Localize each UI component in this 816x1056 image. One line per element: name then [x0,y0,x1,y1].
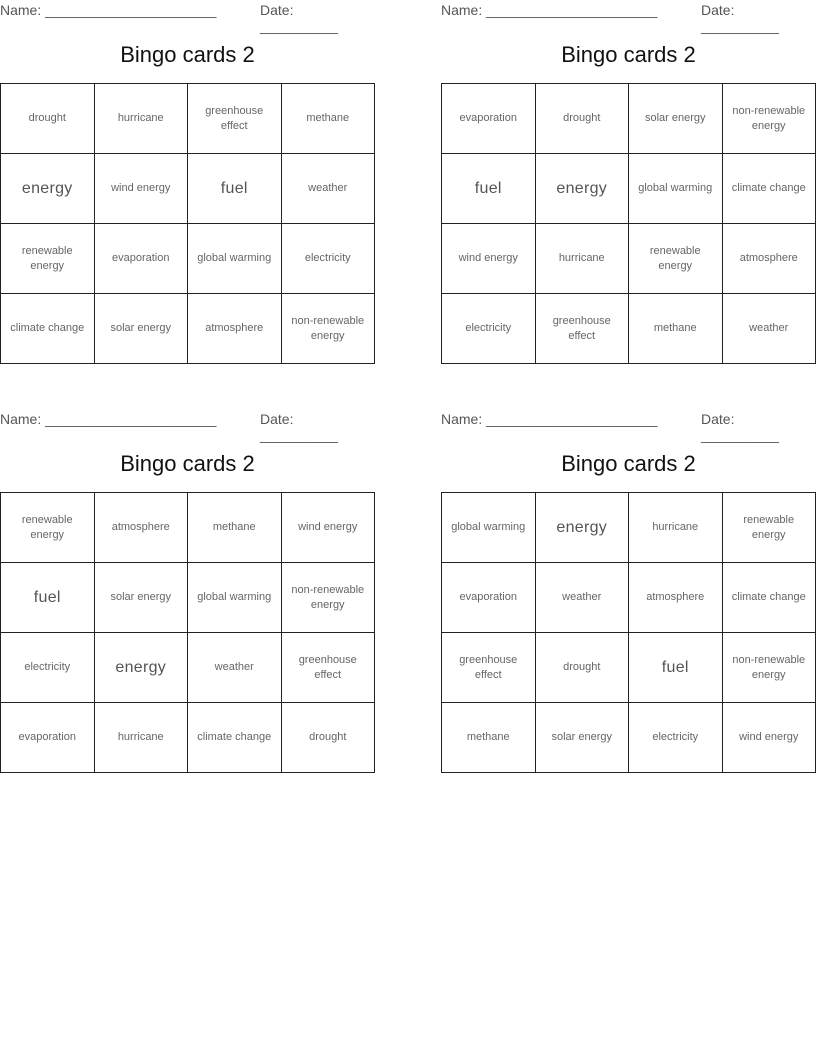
date-label: Date: __________ [701,2,779,34]
bingo-cell: methane [282,84,376,154]
card-title: Bingo cards 2 [561,451,696,476]
bingo-cell: energy [536,154,630,224]
card-title: Bingo cards 2 [120,451,255,476]
bingo-cell: fuel [442,154,536,224]
bingo-cell: hurricane [536,224,630,294]
bingo-cell: weather [723,294,816,364]
bingo-grid [0,83,375,364]
bingo-cell: non-renewable energy [282,563,376,633]
bingo-cell: energy [1,154,95,224]
bingo-cell: electricity [282,224,376,294]
bingo-cell: electricity [629,703,723,773]
name-label: Name: ______________________ [0,2,217,18]
bingo-cell: renewable energy [723,493,816,563]
bingo-cell: methane [442,703,536,773]
bingo-cell: solar energy [95,563,189,633]
bingo-cell: hurricane [95,84,189,154]
bingo-grid [441,83,816,364]
bingo-cell: evaporation [1,703,95,773]
name-label: Name: ______________________ [0,411,217,427]
bingo-cell: electricity [442,294,536,364]
bingo-cell: fuel [188,154,282,224]
bingo-cell: atmosphere [95,493,189,563]
bingo-grid [0,492,375,773]
bingo-cell: solar energy [536,703,630,773]
name-date-row [0,0,375,34]
bingo-cell: wind energy [723,703,816,773]
bingo-cell: evaporation [442,84,536,154]
date-label: Date: __________ [260,411,338,443]
bingo-cell: electricity [1,633,95,703]
bingo-card-1 [0,0,375,342]
bingo-cell: greenhouse effect [442,633,536,703]
bingo-card-4 [441,409,816,743]
bingo-cell: climate change [188,703,282,773]
bingo-cell: drought [282,703,376,773]
bingo-cell: non-renewable energy [723,84,816,154]
bingo-cell: fuel [1,563,95,633]
bingo-cell: solar energy [95,294,189,364]
bingo-cell: wind energy [95,154,189,224]
bingo-cell: global warming [188,224,282,294]
bingo-cell: non-renewable energy [723,633,816,703]
bingo-cell: greenhouse effect [536,294,630,364]
bingo-cell: solar energy [629,84,723,154]
bingo-cell: renewable energy [1,224,95,294]
bingo-cell: global warming [442,493,536,563]
bingo-card-3 [0,409,375,743]
bingo-cell: greenhouse effect [188,84,282,154]
bingo-cell: wind energy [282,493,376,563]
bingo-cell: energy [95,633,189,703]
bingo-cell: non-renewable energy [282,294,376,364]
bingo-cell: atmosphere [188,294,282,364]
bingo-cell: evaporation [95,224,189,294]
bingo-cell: drought [536,84,630,154]
bingo-cell: hurricane [629,493,723,563]
name-date-row [441,0,816,34]
bingo-cell: hurricane [95,703,189,773]
bingo-cell: methane [629,294,723,364]
name-date-row [0,409,375,443]
bingo-cell: drought [536,633,630,703]
bingo-cell: weather [536,563,630,633]
card-title: Bingo cards 2 [561,42,696,67]
date-label: Date: __________ [701,411,779,443]
bingo-cell: renewable energy [1,493,95,563]
bingo-card-2 [441,0,816,342]
bingo-cell: weather [282,154,376,224]
bingo-cell: renewable energy [629,224,723,294]
name-label: Name: ______________________ [441,2,658,18]
bingo-grid [441,492,816,773]
bingo-cell: energy [536,493,630,563]
bingo-cell: wind energy [442,224,536,294]
bingo-cell: greenhouse effect [282,633,376,703]
name-date-row [441,409,816,443]
bingo-cell: climate change [1,294,95,364]
name-label: Name: ______________________ [441,411,658,427]
bingo-cell: atmosphere [723,224,816,294]
bingo-cell: fuel [629,633,723,703]
bingo-cell: climate change [723,563,816,633]
bingo-cell: weather [188,633,282,703]
bingo-cell: climate change [723,154,816,224]
card-title: Bingo cards 2 [120,42,255,67]
bingo-cell: global warming [629,154,723,224]
bingo-cell: global warming [188,563,282,633]
bingo-cell: atmosphere [629,563,723,633]
bingo-cell: methane [188,493,282,563]
bingo-cell: evaporation [442,563,536,633]
bingo-cell: drought [1,84,95,154]
date-label: Date: __________ [260,2,338,34]
